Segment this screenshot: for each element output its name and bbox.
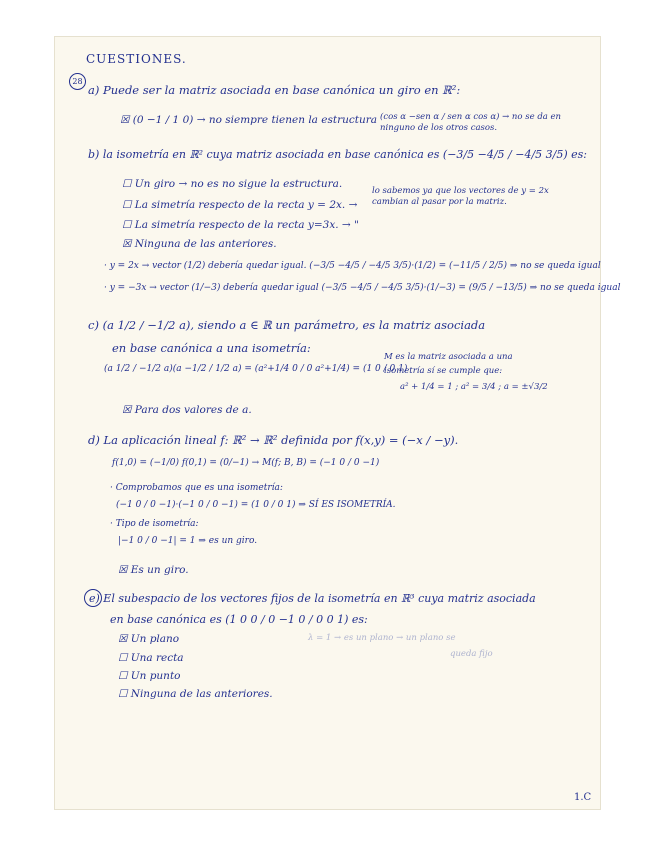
question-e-option-3: ☐ Un punto xyxy=(118,670,181,682)
question-e-faint-note-2: queda fijo xyxy=(450,649,493,659)
question-d-check-2: (−1 0 / 0 −1)·(−1 0 / 0 −1) = (1 0 / 0 1) ⇒ SÍ ES ISOMETRÍA. xyxy=(116,500,396,510)
question-c: c) (a 1/2 / −1/2 a), siendo a ∈ ℝ un parámetro, es la matriz asociada xyxy=(88,318,486,332)
question-b-work-1: · y = 2x → vector (1/2) debería quedar igual. (−3/5 −4/5 / −4/5 3/5)·(1/2) = (−11/5 / 2/5) ⇒ no se queda igual xyxy=(104,261,601,271)
question-e-option-2: ☐ Una recta xyxy=(118,652,184,664)
page-number: 1.C xyxy=(574,792,592,803)
question-b-option-3: ☐ La simetría respecto de la recta y=3x. → " xyxy=(122,219,359,231)
question-e-option-4: ☐ Ninguna de las anteriores. xyxy=(118,688,273,700)
question-b-option-1: ☐ Un giro → no es no sigue la estructura. xyxy=(122,178,343,190)
question-b: b) la isometría en ℝ² cuya matriz asociada en base canónica es (−3/5 −4/5 / −4/5 3/5) es: xyxy=(88,148,588,161)
question-b-option-4: ☒ Ninguna de las anteriores. xyxy=(122,238,277,250)
question-e: e) El subespacio de los vectores fijos de la isometría en ℝ³ cuya matriz asociada xyxy=(89,592,536,605)
question-d-type-1: · Tipo de isometría: xyxy=(110,519,199,529)
question-d-answer: ☒ Es un giro. xyxy=(118,564,189,576)
question-e-faint-note-1: λ = 1 → es un plano → un plano se xyxy=(308,633,456,643)
question-a-answer-note: (cos α −sen α / sen α cos α) → no se da en ninguno de los otros casos. xyxy=(380,112,562,133)
question-b-work-2: · y = −3x → vector (1/−3) debería quedar igual (−3/5 −4/5 / −4/5 3/5)·(1/−3) = (9/5 / −13/5) ⇒ no se queda igual xyxy=(104,283,621,293)
page-title: CUESTIONES. xyxy=(86,52,187,66)
question-a: a) Puede ser la matriz asociada en base canónica un giro en ℝ²: xyxy=(88,83,461,97)
question-c-note-2: isometría sí se cumple que: xyxy=(384,366,503,376)
question-e-line-2: en base canónica es (1 0 0 / 0 −1 0 / 0 0 1) es: xyxy=(110,613,368,626)
question-number-badge: 28 xyxy=(69,73,86,90)
question-d: d) La aplicación lineal f: ℝ² → ℝ² definida por f(x,y) = (−x / −y). xyxy=(88,433,459,447)
question-c-equation: (a 1/2 / −1/2 a)(a −1/2 / 1/2 a) = (a²+1/4 0 / 0 a²+1/4) = (1 0 / 0 1) xyxy=(104,364,408,374)
question-a-answer: ☒ (0 −1 / 1 0) → no siempre tienen la estructura xyxy=(120,114,378,126)
question-d-check-1: · Comprobamos que es una isometría: xyxy=(110,483,283,493)
question-c-note-1: M es la matriz asociada a una xyxy=(384,352,513,362)
question-d-type-2: |−1 0 / 0 −1| = 1 ⇒ es un giro. xyxy=(118,536,258,546)
question-c-line-2: en base canónica a una isometría: xyxy=(112,341,311,355)
question-c-answer: ☒ Para dos valores de a. xyxy=(122,404,252,416)
question-e-option-1: ☒ Un plano xyxy=(118,633,180,645)
question-d-line-2: f(1,0) = (−1/0) f(0,1) = (0/−1) → M(f; B, B) = (−1 0 / 0 −1) xyxy=(112,458,380,468)
question-b-option-2-note: lo sabemos ya que los vectores de y = 2x cambian al pasar por la matriz. xyxy=(372,186,549,207)
question-b-option-2: ☐ La simetría respecto de la recta y = 2x. → xyxy=(122,199,358,211)
question-c-note-3: a² + 1/4 = 1 ; a² = 3/4 ; a = ±√3/2 xyxy=(400,382,548,392)
